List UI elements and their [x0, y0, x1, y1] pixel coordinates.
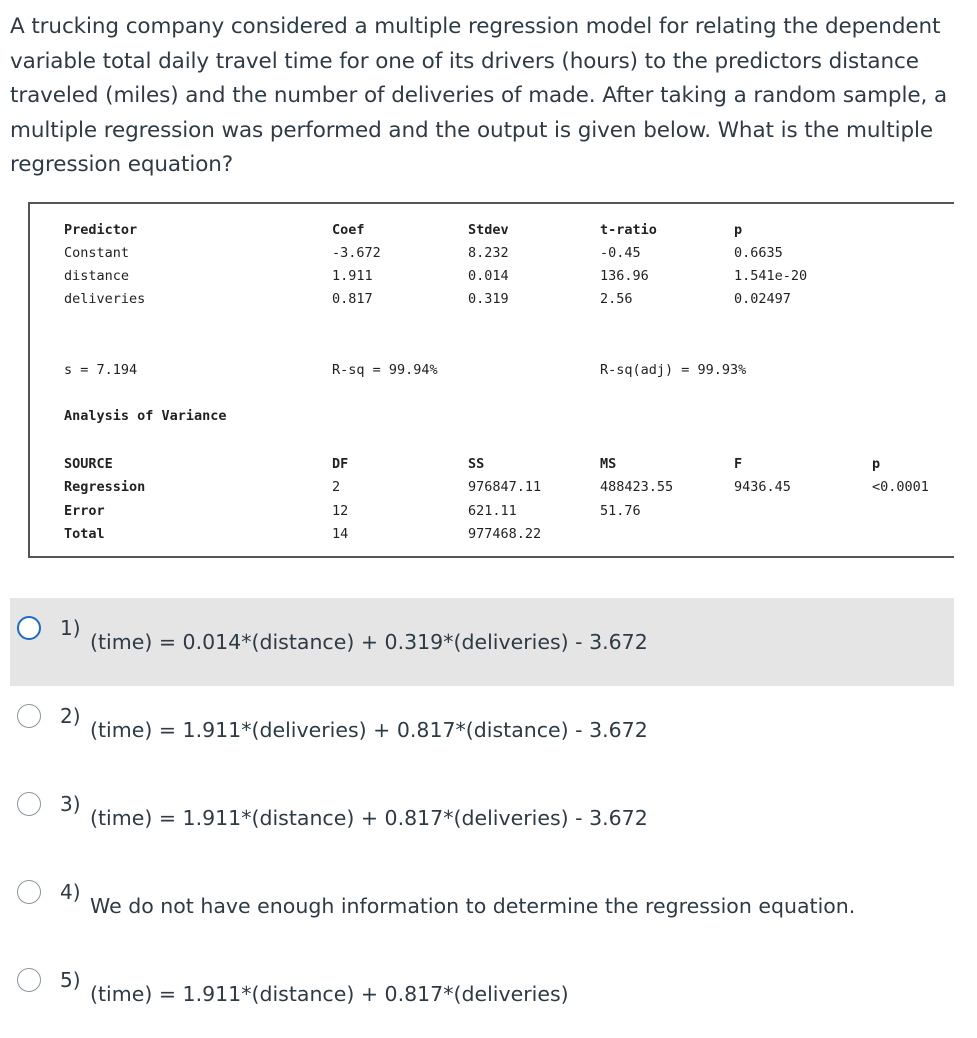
coef-cell: 1.541e-20: [734, 268, 808, 284]
coef-cell: 0.6635: [734, 245, 783, 261]
anova-cell: 14: [332, 526, 349, 542]
option-text: (time) = 1.911*(deliveries) + 0.817*(distance) - 3.672: [90, 718, 648, 742]
answer-option-5[interactable]: [10, 950, 954, 1038]
anova-cell: Total: [64, 526, 105, 542]
radio-button[interactable]: [17, 792, 41, 816]
question-text: A trucking company considered a multiple regression model for relating the dependent variable total daily travel time for one of its drivers (hours) to the predictors distance traveled (miles) and the number of deliveries of made. After taking a random sample, a multiple regression was performed and the output is given below. What is the multiple regression equation?: [10, 14, 948, 177]
coef-cell: 2.56: [600, 291, 633, 307]
option-number: 3): [60, 792, 81, 816]
coef-header: Coef: [332, 222, 365, 238]
anova-header: SOURCE: [64, 456, 113, 472]
anova-header: MS: [600, 456, 617, 472]
coef-cell: deliveries: [64, 291, 146, 307]
coef-cell: -3.672: [332, 245, 381, 261]
option-text: (time) = 0.014*(distance) + 0.319*(deliveries) - 3.672: [90, 630, 648, 654]
coef-cell: Constant: [64, 245, 130, 261]
anova-cell: 2: [332, 479, 341, 495]
answer-option-1[interactable]: [10, 598, 954, 686]
r-squared-adj: R-sq(adj) = 99.93%: [600, 362, 747, 378]
anova-cell: 488423.55: [600, 479, 674, 495]
radio-button[interactable]: [17, 880, 41, 904]
coef-cell: 8.232: [468, 245, 509, 261]
coef-cell: 0.02497: [734, 291, 791, 307]
r-squared: R-sq = 99.94%: [332, 362, 438, 378]
anova-header: DF: [332, 456, 349, 472]
answer-option-4[interactable]: [10, 862, 954, 950]
option-number: 1): [60, 616, 81, 640]
anova-header: p: [872, 456, 881, 472]
radio-button[interactable]: [17, 616, 41, 640]
option-text: We do not have enough information to determine the regression equation.: [90, 894, 856, 918]
answer-option-3[interactable]: [10, 774, 954, 862]
option-number: 2): [60, 704, 81, 728]
anova-cell: 621.11: [468, 503, 517, 519]
coef-cell: -0.45: [600, 245, 641, 261]
coef-header: Stdev: [468, 222, 509, 238]
coef-cell: 0.014: [468, 268, 509, 284]
option-number: 5): [60, 968, 81, 992]
anova-cell: 51.76: [600, 503, 641, 519]
coef-cell: distance: [64, 268, 130, 284]
s-value: s = 7.194: [64, 362, 138, 378]
anova-title: Analysis of Variance: [64, 408, 227, 424]
anova-cell: 9436.45: [734, 479, 791, 495]
coef-header: t-ratio: [600, 222, 657, 238]
anova-cell: Error: [64, 503, 105, 519]
coef-cell: 0.319: [468, 291, 509, 307]
option-text: (time) = 1.911*(distance) + 0.817*(deliveries): [90, 982, 569, 1006]
regression-output: [28, 202, 954, 558]
radio-button[interactable]: [17, 704, 41, 728]
answer-option-2[interactable]: [10, 686, 954, 774]
anova-cell: <0.0001: [872, 479, 929, 495]
anova-header: F: [734, 456, 743, 472]
anova-cell: Regression: [64, 479, 146, 495]
coef-header: p: [734, 222, 743, 238]
anova-cell: 976847.11: [468, 479, 542, 495]
radio-button[interactable]: [17, 968, 41, 992]
coef-cell: 136.96: [600, 268, 649, 284]
anova-header: SS: [468, 456, 485, 472]
coef-header: Predictor: [64, 222, 138, 238]
coef-cell: 0.817: [332, 291, 373, 307]
option-number: 4): [60, 880, 81, 904]
anova-cell: 977468.22: [468, 526, 542, 542]
anova-cell: 12: [332, 503, 349, 519]
coef-cell: 1.911: [332, 268, 373, 284]
option-text: (time) = 1.911*(distance) + 0.817*(deliveries) - 3.672: [90, 806, 648, 830]
